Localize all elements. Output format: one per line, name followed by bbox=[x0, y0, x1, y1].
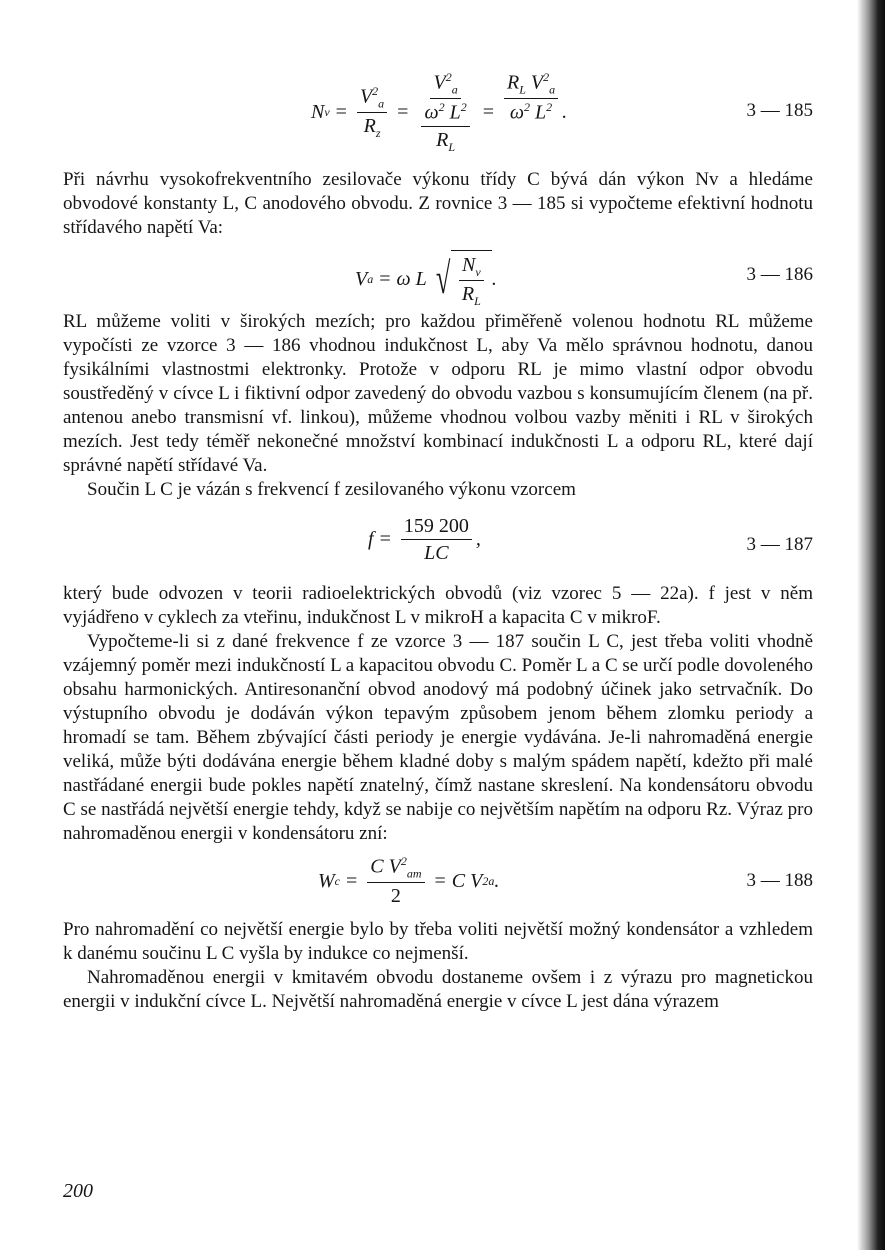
equation-3-188-formula: W c = $\frac{C V^2_{am}}{2}$ = C V 2 a . bbox=[318, 854, 500, 908]
paragraph-7: Nahromaděnou energii v kmitavém obvodu dostaneme ovšem i z výrazu pro magnetickou energii v indukční cívce L. Největší nahromaděná energie v cívce L jest dána výrazem bbox=[63, 967, 813, 1012]
equation-3-185-formula: N v = $\frac{V^2_a}{R_z}$ = $V^2_a$ $\omega^2$ $L^2$ $R_L$ = $\frac{R_L V^2_a}{\omega^2 L^2}$ . bbox=[311, 70, 568, 154]
page-body bbox=[63, 60, 813, 1014]
paragraph-2: RL můžeme voliti v širokých mezích; pro každou přiměřeně volenou hodnotu RL můžeme vypočísti ze vzorce 3 — 186 vhodnou indukčnost L, aby Va mělo správnou hodnotu, danou fysikálními vlastnostmi elektronky. Protože v odporu RL je mimo vlastní odpor obvodu soustředěný v cívce L i fiktivní odpor zavedený do obvodu vazbou s konsumujícím členem (na př. antenou anebo transmisní vf. linkou), můžeme vhodnou volbou vazby měniti i RL v širokých mezích. Jest tedy téměř nekonečné množství kombinací indukčnosti L a odporu RL, které dají správné napětí střídavé Va. bbox=[63, 311, 813, 476]
equation-3-187-formula: f = $\frac{159 200}{LC}$ , bbox=[368, 515, 481, 564]
equation-number: 3 — 188 bbox=[746, 870, 813, 891]
paragraph-6: Pro nahromadění co největší energie bylo by třeba voliti největší možný kondensátor a vzhledem k danému součinu L C vyšla by indukce co nejmenší. bbox=[63, 919, 813, 964]
scan-edge-shadow bbox=[857, 0, 885, 1250]
equation-number: 3 — 187 bbox=[746, 534, 813, 555]
equation-3-187-numerator: 159 200 bbox=[401, 514, 472, 540]
equation-3-185 bbox=[63, 60, 813, 168]
equation-number: 3 — 185 bbox=[746, 100, 813, 121]
equation-3-186-formula: V a = ω L √ $\frac{N_v}{R_L}$ . bbox=[355, 250, 497, 309]
equation-3-187 bbox=[63, 502, 813, 582]
page-number: 200 bbox=[63, 1180, 93, 1202]
paragraph-4: který bude odvozen v teorii radioelektrických obvodů (viz vzorec 5 — 22a). f jest v něm vyjádřeno v cyklech za vteřinu, indukčnost L v mikroH a kapacita C v mikroF. bbox=[63, 583, 813, 628]
equation-3-188 bbox=[63, 846, 813, 918]
paragraph-5: Vypočteme-li si z dané frekvence f ze vzorce 3 — 187 součin L C, jest třeba voliti vhodně vzájemný poměr mezi indukčností L a kapacitou obvodu C. Poměr L a C se určí podle dovoleného obsahu harmonických. Antiresonanční obvod anodový má podobný účinek jako setrvačník. Do výstupního obvodu je dodáván výkon tepavým způsobem jenom během zlomku periody a hromadí se tam. Během zbývající části periody je energie vydávána. Je-li nahromaděná energie veliká, může býti dodávána energie během kladné doby s malým spádem napětí, kdežto při malé nastřádané energii bude pokles napětí znatelný, čímž nastane skreslení. Na kondensátoru obvodu C se nastřádá největší energie tehdy, když se nabije co největším napětím na odporu Rz. Výraz pro nahromaděnou energii v kondensátoru zní: bbox=[63, 631, 813, 844]
equation-3-186 bbox=[63, 240, 813, 310]
paragraph-1: Při návrhu vysokofrekventního zesilovače výkonu třídy C bývá dán výkon Nv a hledáme obvodové konstanty L, C anodového obvodu. Z rovnice 3 — 185 si vypočteme efektivní hodnotu střídavého napětí Va: bbox=[63, 169, 813, 238]
equation-number: 3 — 186 bbox=[746, 264, 813, 285]
paragraph-3: Součin L C je vázán s frekvencí f zesilovaného výkonu vzorcem bbox=[87, 479, 576, 500]
